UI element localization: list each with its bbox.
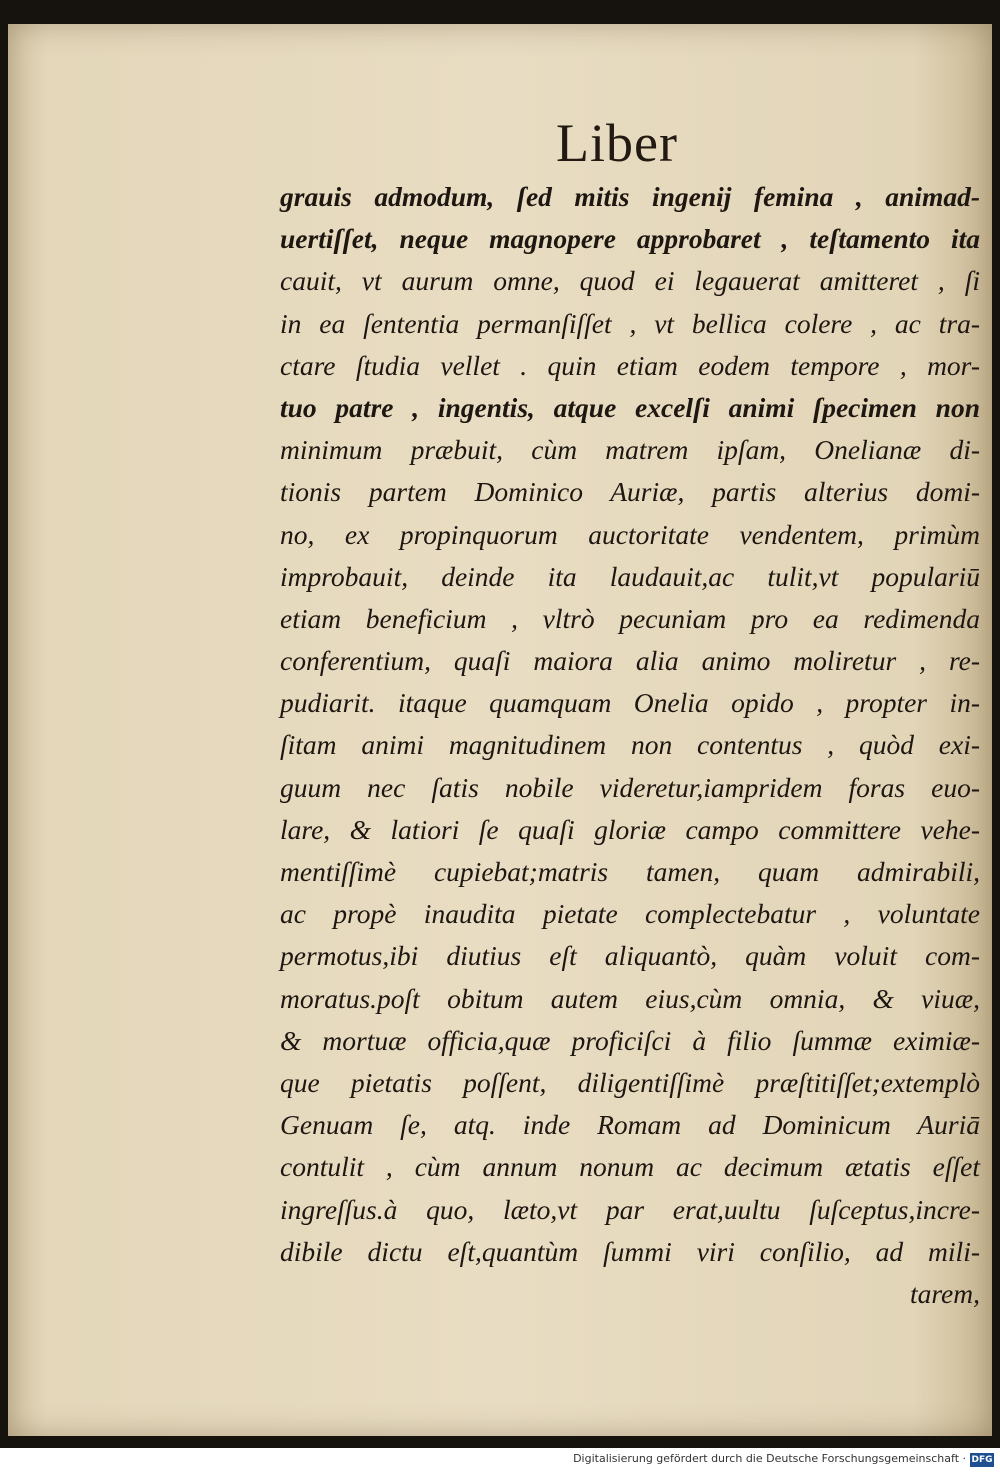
text-line: in ea ſententia permanſiſſet , vt bellica colere , ac tra- [280,307,980,339]
text-line: contulit , cùm annum nonum ac decimum ætatis eſſet [280,1151,980,1183]
text-line: que pietatis poſſent, diligentiſſimè præſtitiſſet;extemplò [280,1066,980,1098]
text-line: ac propè inaudita pietate complectebatur , voluntate [280,898,980,930]
running-header: Liber [556,113,678,173]
text-line: lare, & latiori ſe quaſi gloriæ campo committere vehe- [280,813,980,845]
text-line: guum nec ſatis nobile videretur,iampridem foras euo- [280,771,980,803]
text-line: grauis admodum, ſed mitis ingenij femina , animad- [280,181,980,212]
text-line: conferentium, quaſi maiora alia animo moliretur , re- [280,645,980,677]
text-line: improbauit, deinde ita laudauit,ac tulit,vt populariū [280,560,980,592]
dfg-logo-icon: DFG [971,1455,993,1465]
text-line: no, ex propinquorum auctoritate vendentem, primùm [280,518,980,550]
footer-bar [0,1448,1000,1473]
text-line: minimum præbuit, cùm matrem ipſam, Onelianæ di- [280,434,980,466]
text-line: Genuam ſe, atq. inde Romam ad Dominicum Auriā [280,1109,980,1141]
text-line: moratus.poſt obitum autem eius,cùm omnia, & viuæ, [280,982,980,1014]
catchword: tarem, [909,1277,980,1309]
text-line: etiam beneficium , vltrò pecuniam pro ea redimenda [280,602,980,634]
text-line: tuo patre , ingentis, atque excelſi animi ſpecimen non [280,391,980,423]
text-line: uertiſſet, neque magnopere approbaret , teſtamento ita [280,223,980,255]
text-line: & mortuæ officia,quæ proficiſci à filio ſummæ eximiæ- [280,1024,980,1056]
text-line: ſitam animi magnitudinem non contentus , quòd exi- [280,729,980,761]
book-page [8,24,992,1436]
text-line: permotus,ibi diutius eſt aliquantò, quàm voluit com- [280,940,980,972]
text-line: cauit, vt aurum omne, quod ei legauerat amitteret , ſi [280,265,980,297]
text-line: dibile dictu eſt,quantùm ſummi viri conſilio, ad mili- [280,1235,980,1267]
text-line: pudiarit. itaque quamquam Onelia opido , propter in- [280,687,980,719]
text-line: ctare ſtudia vellet . quin etiam eodem tempore , mor- [280,349,980,381]
body-text [280,176,980,1315]
text-line: ingreſſus.à quo, læto,vt par erat,uultu ſuſceptus,incre- [280,1193,980,1225]
funding-credit: Digitalisierung gefördert durch die Deutsche Forschungsgemeinschaft · [573,1452,966,1465]
text-line: mentiſſimè cupiebat;matris tamen, quam admirabili, [280,856,980,887]
text-line: tionis partem Dominico Auriæ, partis alterius domi- [280,476,980,508]
